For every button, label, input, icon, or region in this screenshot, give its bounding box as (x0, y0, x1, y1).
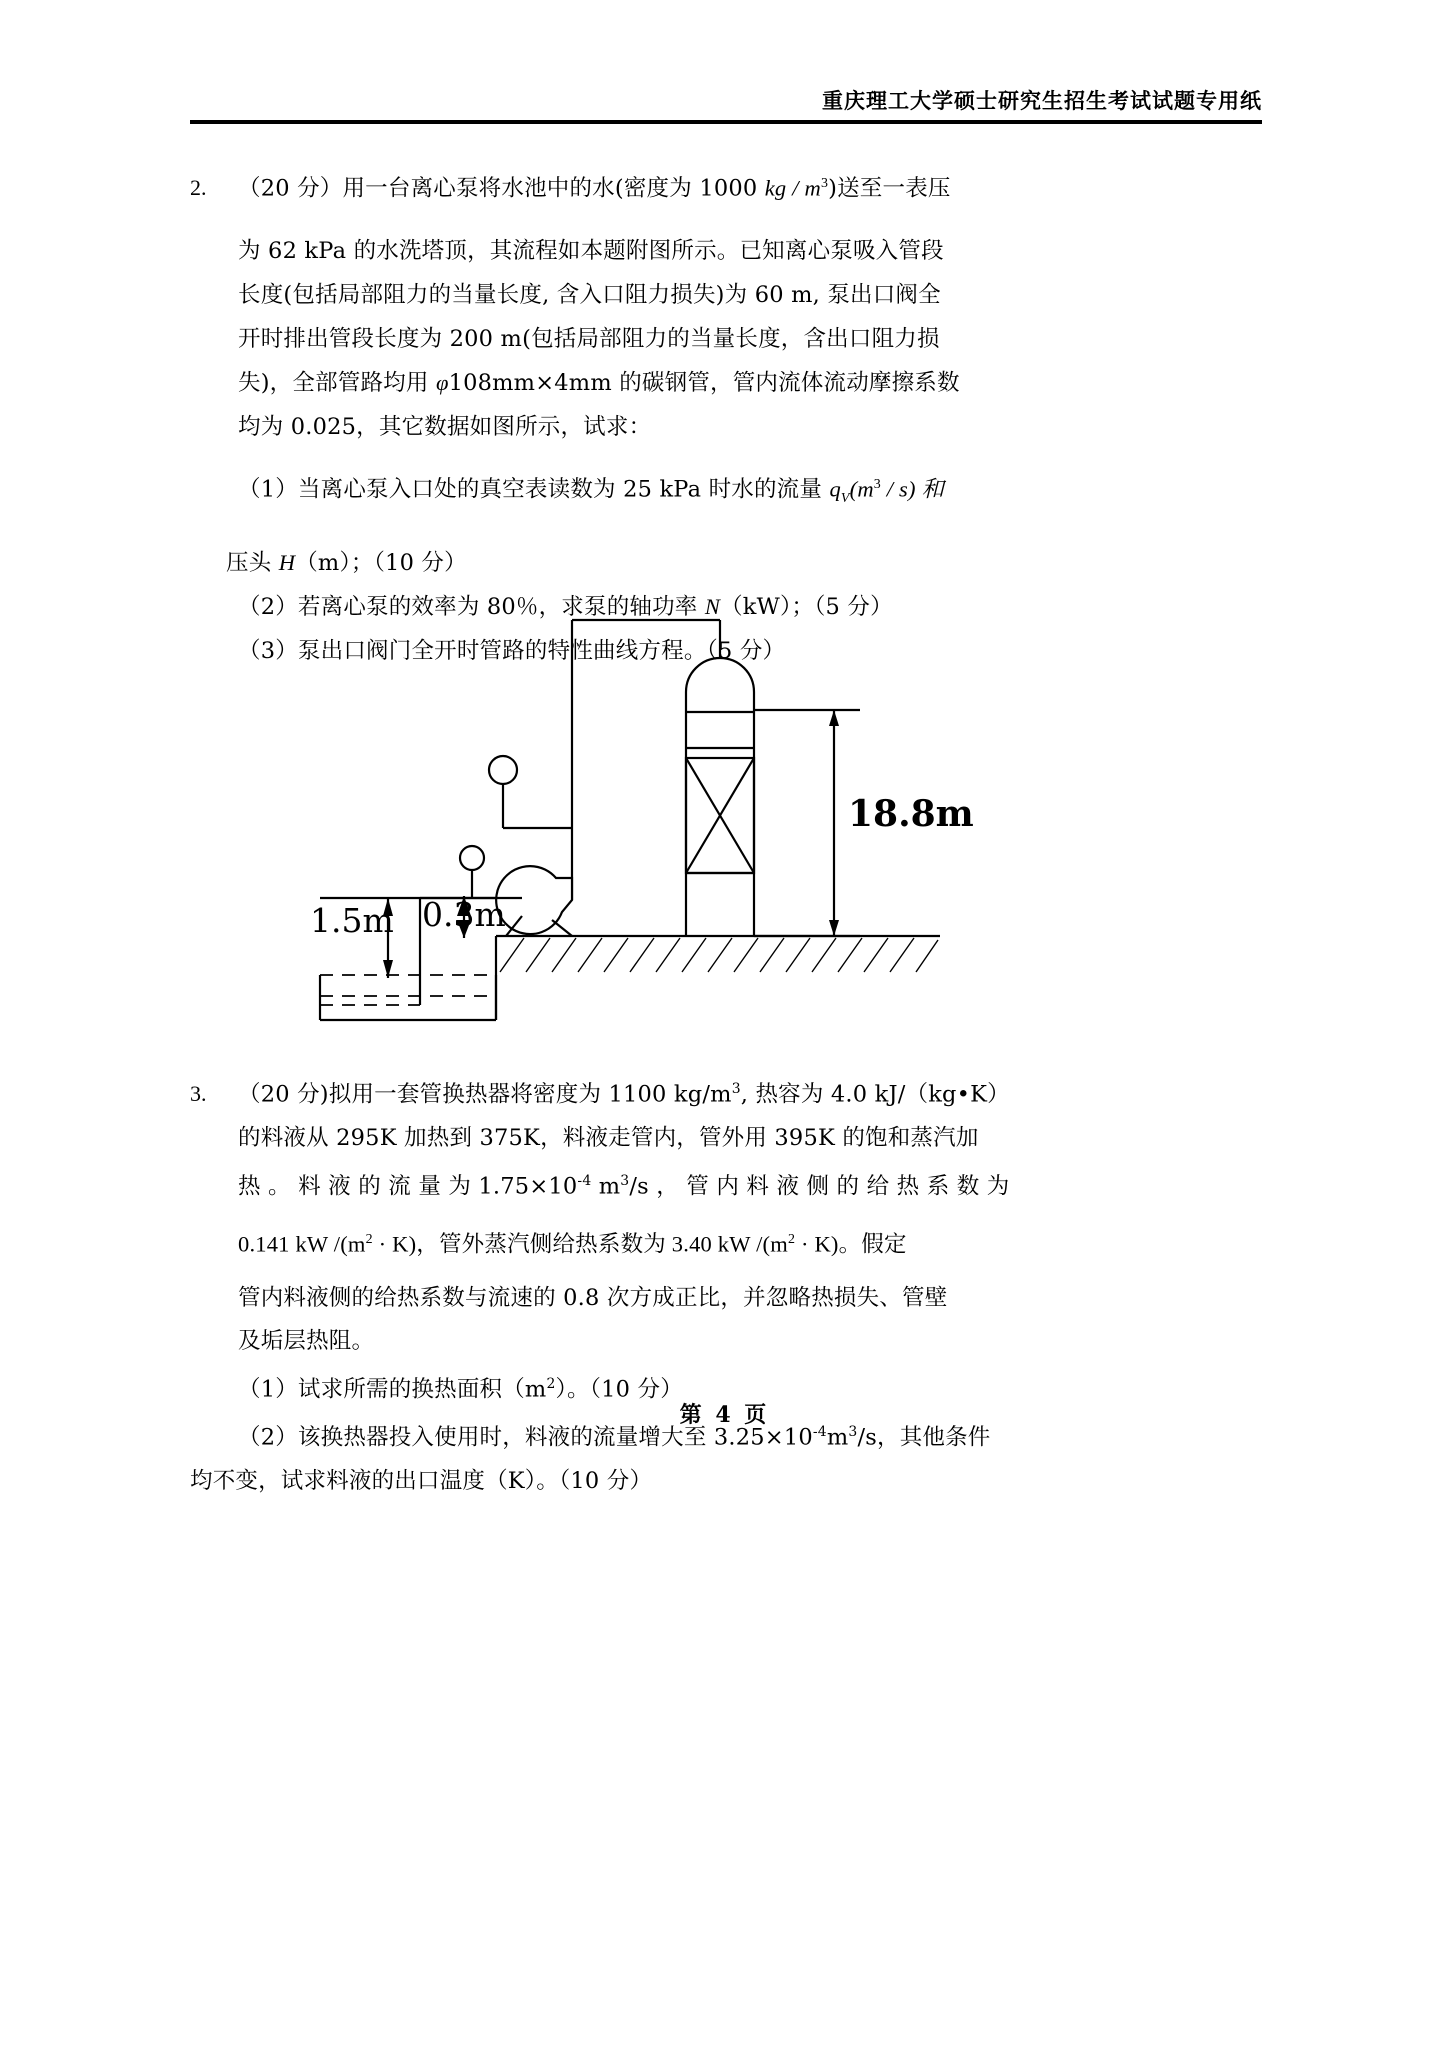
q2-s1-slash: / (880, 476, 900, 501)
question-2-sub-3: （3）泵出口阀门全开时管路的特性曲线方程。（5 分） (238, 637, 786, 664)
q2-l1-kg: kg (764, 175, 787, 201)
q3-l3-text-c: /s ， 管 内 料 液 侧 的 给 热 系 数 为 (629, 1173, 1010, 1199)
q2-s1-m: m (857, 476, 874, 501)
q2-s1c-text-a: 压头 (226, 549, 279, 576)
q3-l3-exp: -4 (577, 1172, 592, 1189)
q3-s2-exp: -4 (812, 1424, 827, 1440)
q2-l1-m: m (804, 175, 821, 201)
page-number-label: 第 4 页 (679, 1402, 770, 1428)
q2-s1-paren-open: ( (849, 476, 858, 501)
question-3-line-5: 管内料液侧的给热系数与流速的 0.8 次方成正比，并忽略热损失、管壁 (238, 1284, 948, 1311)
header-rule (190, 120, 1262, 124)
question-3-line-4 (238, 1218, 1280, 1267)
q3-s2-text-a: （2）该换热器投入使用时，料液的流量增大至 3.25×10 (238, 1424, 813, 1451)
q3-s2-text-c: /s，其他条件 (857, 1424, 991, 1451)
question-3-line-1 (238, 1068, 1280, 1117)
question-2-body (226, 162, 1270, 673)
q3-l1-exp: 3 (731, 1081, 741, 1097)
question-3-number: 3. (190, 1081, 207, 1106)
page-footer (0, 1398, 1449, 1429)
q2-l1-slash: / (786, 175, 805, 201)
q2-l5-phi: φ (435, 369, 449, 395)
question-2-line-4: 开时排出管段长度为 200 m(包括局部阻力的当量长度，含出口阻力损 (238, 325, 940, 352)
q3-l1-text-b: , 热容为 4.0 kJ/（kg•K） (740, 1081, 1010, 1108)
question-3-sub-2-cont: 均不变，试求料液的出口温度（K）。（10 分） (190, 1467, 653, 1494)
dimension-tower-height (754, 710, 860, 936)
q2-s1-text-a: （1）当离心泵入口处的真空表读数为 25 kPa 时水的流量 (238, 476, 830, 502)
question-2 (190, 162, 1270, 673)
pump-system-svg (300, 600, 1150, 1040)
label-pump-height: 0.3m (422, 895, 506, 934)
label-pool-depth: 1.5m (310, 901, 394, 940)
q2-s1-paren-close: ) 和 (908, 476, 945, 501)
q3-s1-text-b: ）。（10 分） (555, 1376, 683, 1402)
q2-s2-text-a: （2）若离心泵的效率为 80％，求泵的轴功率 (238, 593, 705, 620)
question-2-sub-1 (238, 463, 1270, 521)
question-3-body (190, 1068, 1280, 1503)
question-2-sub-1-cont (226, 541, 1270, 585)
q3-l1-text-a: （20 分)拟用一套管换热器将密度为 1100 kg/m (238, 1081, 732, 1108)
question-2-line-1 (238, 162, 1270, 211)
q3-l4-text-b: · K)，管外蒸汽侧给热系数为 3.40 kW /(m (372, 1231, 788, 1257)
pump-system-diagram (300, 600, 1150, 1040)
q3-l4-text-a: 0.141 kW /(m (238, 1231, 366, 1257)
question-3 (190, 1068, 1280, 1503)
pipeline (572, 620, 720, 900)
question-3-line-3 (238, 1160, 1280, 1209)
q3-s1-exp: 2 (546, 1375, 556, 1392)
q3-l4-exp2: 2 (787, 1232, 796, 1247)
question-3-line-6: 及垢层热阻。 (238, 1327, 375, 1354)
q2-l1-text-b: )送至一表压 (828, 175, 951, 202)
q2-s1-s: s (899, 476, 909, 501)
q2-s2-text-b: （kW）；（5 分） (720, 593, 893, 620)
q3-s2-text-b: m (826, 1424, 849, 1451)
label-tower-height: 18.8m (848, 793, 974, 835)
page-header-title: 重庆理工大学硕士研究生招生考试试题专用纸 (822, 88, 1262, 113)
q3-s2-exp2: 3 (848, 1424, 858, 1440)
discharge-pressure-gauge (489, 756, 572, 828)
q2-s2-N: N (704, 593, 721, 619)
q3-l3-text-b: m (591, 1173, 621, 1199)
q2-l5-text-a: 失)，全部管路均用 (238, 369, 436, 396)
question-3-line-2: 的料液从 295K 加热到 375K，料液走管内，管外用 395K 的饱和蒸汽加 (238, 1124, 979, 1151)
question-2-line-6: 均为 0.025，其它数据如图所示，试求： (238, 413, 652, 440)
absorption-tower (686, 658, 754, 936)
q2-l5-text-b: 108mm×4mm 的碳钢管，管内流体流动摩擦系数 (448, 369, 960, 396)
ground-hatching (496, 936, 940, 1020)
question-2-line-5 (238, 361, 1270, 405)
q3-l3-exp2: 3 (620, 1172, 630, 1189)
q3-s1-text-a: （1）试求所需的换热面积（m (238, 1376, 547, 1402)
q2-s1-q: q (829, 476, 841, 501)
q2-l1-text-a: （20 分）用一台离心泵将水池中的水(密度为 1000 (238, 175, 765, 202)
q2-l1-exp: 3 (820, 176, 829, 191)
question-2-line-2: 为 62 kPa 的水洗塔顶，其流程如本题附图所示。已知离心泵吸入管段 (238, 237, 944, 264)
q3-l4-exp: 2 (365, 1232, 373, 1247)
q2-s1-exp: 3 (873, 476, 881, 492)
q2-s1c-H: H (278, 549, 296, 575)
q3-l4-text-c: · K)。假定 (795, 1231, 907, 1257)
q3-l3-text-a: 热 。 料 液 的 流 量 为 1.75×10 (238, 1173, 578, 1199)
page-header (190, 88, 1262, 113)
q2-s1-qsub: V (840, 490, 850, 506)
suction-vacuum-gauge (460, 846, 484, 898)
question-2-line-3: 长度(包括局部阻力的当量长度, 含入口阻力损失)为 60 m, 泵出口阀全 (238, 281, 941, 308)
q2-s1c-text-b: （m）；（10 分） (295, 549, 467, 576)
question-2-number: 2. (190, 175, 207, 200)
